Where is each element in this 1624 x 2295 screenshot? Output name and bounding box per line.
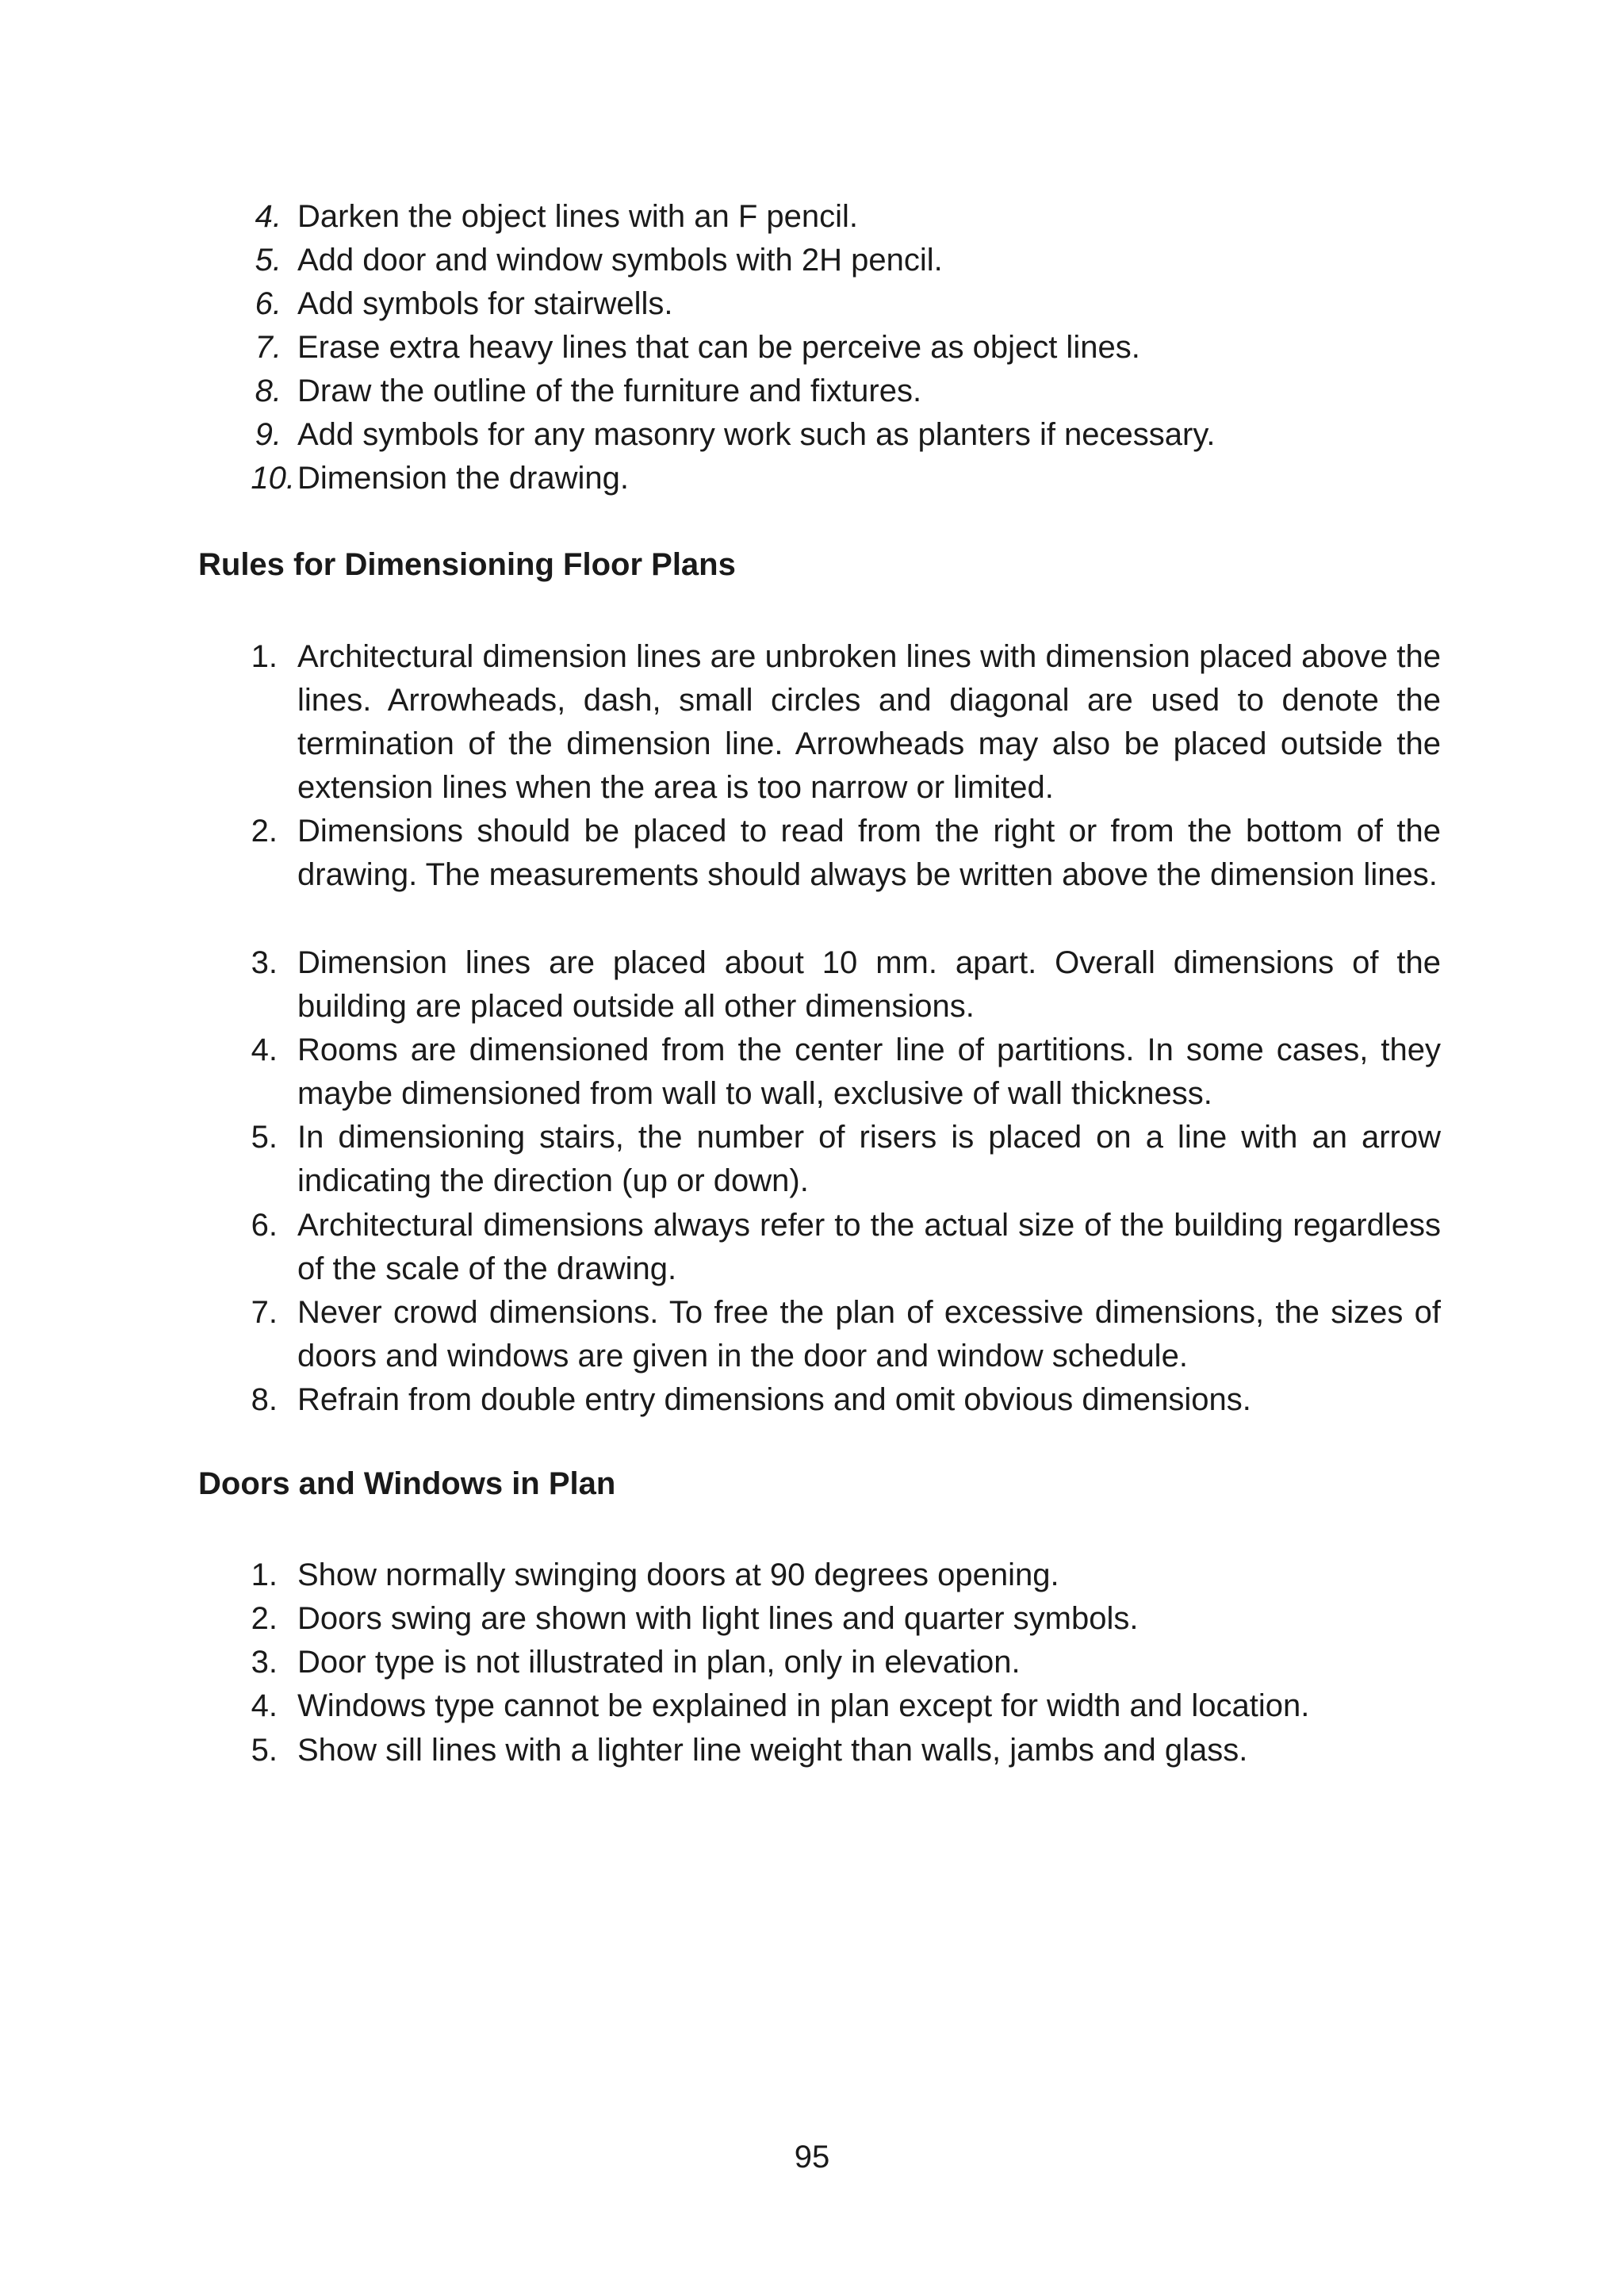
- list-item-text: Show sill lines with a lighter line weight than walls, jambs and glass.: [297, 1733, 1248, 1768]
- list-item-text: Rooms are dimensioned from the center line of partitions. In some cases, they maybe dimensioned from wall to wall, exclusive of wall thickness.: [297, 1033, 1441, 1111]
- list-item-number: 7.: [255, 330, 282, 365]
- list-item-number: 8.: [251, 1382, 278, 1417]
- list-item-number: 5.: [251, 1733, 278, 1768]
- list-item-number: 1.: [251, 639, 278, 674]
- section-heading-dimensioning: Rules for Dimensioning Floor Plans: [198, 547, 736, 582]
- list-item-text: Add door and window symbols with 2H pencil.: [297, 243, 943, 278]
- list-item-text: Erase extra heavy lines that can be perceive as object lines.: [297, 330, 1140, 365]
- list-item-number: 5.: [251, 1120, 278, 1155]
- list-item-text: Dimension lines are placed about 10 mm. apart. Overall dimensions of the building are placed outside all other dimensions.: [297, 945, 1441, 1024]
- list-item-text: Draw the outline of the furniture and fixtures.: [297, 374, 922, 408]
- list-item-number: 3.: [251, 1645, 278, 1680]
- section-heading-doors-windows: Doors and Windows in Plan: [198, 1466, 616, 1501]
- list-item-number: 9.: [255, 417, 282, 452]
- list-item-number: 3.: [251, 945, 278, 980]
- list-item-number: 6.: [255, 286, 282, 321]
- list-item-text: Add symbols for stairwells.: [297, 286, 673, 321]
- list-item-number: 4.: [255, 199, 282, 234]
- list-item-text: Architectural dimensions always refer to the actual size of the building regardless of the scale of the drawing.: [297, 1208, 1441, 1286]
- list-item-text: Dimensions should be placed to read from the right or from the bottom of the drawing. The measurements should always be written above the dimension lines.: [297, 814, 1441, 892]
- list-item-number: 4.: [251, 1033, 278, 1067]
- list-item-text: Show normally swinging doors at 90 degrees opening.: [297, 1557, 1059, 1592]
- list-item-text: Never crowd dimensions. To free the plan of excessive dimensions, the sizes of doors and windows are given in the door and window schedule.: [297, 1295, 1441, 1374]
- list-item-number: 4.: [251, 1688, 278, 1723]
- list-item-text: Door type is not illustrated in plan, only in elevation.: [297, 1645, 1021, 1680]
- list-item-text: Refrain from double entry dimensions and omit obvious dimensions.: [297, 1382, 1251, 1417]
- list-item-number: 2.: [251, 814, 278, 849]
- page-number: 95: [794, 2140, 830, 2174]
- list-item-number: 8.: [255, 374, 282, 408]
- list-item-number: 6.: [251, 1208, 278, 1243]
- list-item-number: 5.: [255, 243, 282, 278]
- list-item-number: 7.: [251, 1295, 278, 1330]
- list-item-text: In dimensioning stairs, the number of risers is placed on a line with an arrow indicating the direction (up or down).: [297, 1120, 1441, 1198]
- list-item-text: Windows type cannot be explained in plan except for width and location.: [297, 1688, 1310, 1723]
- list-item-text: Architectural dimension lines are unbroken lines with dimension placed above the lines. Arrowheads, dash, small circles and diagonal are used to denote the termination of the dimension line. Arrowheads may also be placed outside the extension lines when the area is too narrow or limited.: [297, 639, 1441, 805]
- list-item-text: Add symbols for any masonry work such as planters if necessary.: [297, 417, 1216, 452]
- list-item-text: Dimension the drawing.: [297, 461, 629, 496]
- list-item-text: Darken the object lines with an F pencil.: [297, 199, 859, 234]
- list-item-number: 2.: [251, 1601, 278, 1636]
- list-item-number: 1.: [251, 1557, 278, 1592]
- list-item-number: 10.: [251, 461, 295, 496]
- list-item-text: Doors swing are shown with light lines and quarter symbols.: [297, 1601, 1139, 1636]
